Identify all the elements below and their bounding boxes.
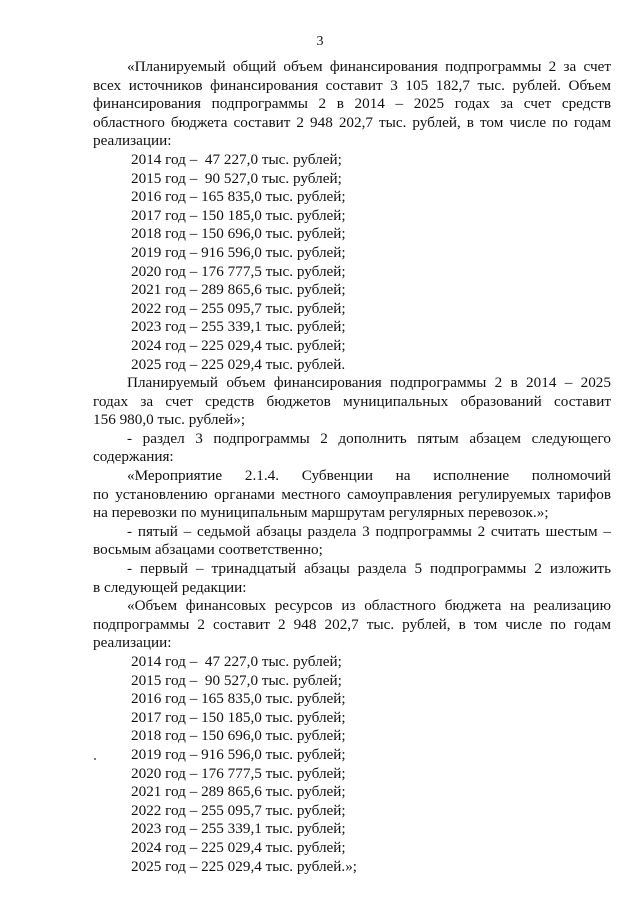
paragraph-renumbering [93,523,611,560]
list-item: 2023 год – 255 339,1 тыс. рублей; [131,318,346,336]
text-line: содержания: [93,448,174,466]
text-line: - первый – тринадцатый абзацы раздела 5 подпрограммы 2 изложить [127,560,611,578]
list-item: 2015 год – 90 527,0 тыс. рублей; [131,169,342,187]
text-line: на перевозки по муниципальным маршрутам регулярных перевозок.»; [93,504,549,522]
list-item: 2017 год – 150 185,0 тыс. рублей; [131,206,346,224]
list-item: 2021 год – 289 865,6 тыс. рублей; [131,281,346,299]
list-item: 2023 год – 255 339,1 тыс. рублей; [131,820,346,838]
text-line: в следующей редакции: [93,578,247,596]
list-item: 2022 год – 255 095,7 тыс. рублей; [131,801,346,819]
yearly-amounts-list-1 [93,151,611,374]
text-line: «Мероприятие 2.1.4. Субвенции на исполнение полномочий [127,467,611,485]
text-line: по установлению органами местного самоуправления регулируемых тарифов [93,485,611,503]
text-line: всех источников финансирования составит 3 105 182,7 тыс. рублей. Объем [93,76,611,94]
document-body [93,58,611,876]
yearly-amounts-list-2 [93,653,611,876]
text-line: 156 980,0 тыс. рублей»; [93,411,246,429]
list-item: 2014 год – 47 227,0 тыс. рублей; [131,150,342,168]
text-line: годах за счет средств бюджетов муниципальных образований составит [93,392,611,410]
paragraph-regional-budget-volume [93,597,611,653]
list-item: 2014 год – 47 227,0 тыс. рублей; [131,653,342,670]
list-item: 2018 год – 150 696,0 тыс. рублей; [131,727,346,745]
list-item: 2022 год – 255 095,7 тыс. рублей; [131,299,346,317]
paragraph-measure-2-1-4 [93,467,611,523]
paragraph-section3-addition [93,430,611,467]
page-number: 3 [316,34,324,49]
list-item: 2025 год – 225 029,4 тыс. рублей. [131,355,346,373]
text-line: «Объем финансовых ресурсов из областного бюджета на реализацию [127,597,611,615]
list-item: 2016 год – 165 835,0 тыс. рублей; [131,188,346,206]
list-item: 2020 год – 176 777,5 тыс. рублей; [131,764,346,782]
list-item: 2020 год – 176 777,5 тыс. рублей; [131,262,346,280]
list-item: 2021 год – 289 865,6 тыс. рублей; [131,783,346,801]
list-item: 2019 год – 916 596,0 тыс. рублей; [131,745,346,763]
list-item: 2016 год – 165 835,0 тыс. рублей; [131,690,346,708]
list-item: 2017 год – 150 185,0 тыс. рублей; [131,708,346,726]
list-item: 2015 год – 90 527,0 тыс. рублей; [131,671,342,689]
text-line: восьмым абзацами соответственно; [93,541,323,559]
text-line: Планируемый объем финансирования подпрограммы 2 в 2014 – 2025 [127,374,611,392]
list-item: 2019 год – 916 596,0 тыс. рублей; [131,243,346,261]
paragraph-municipal-financing [93,374,611,430]
text-line: реализации: [93,634,172,652]
text-line: финансирования подпрограммы 2 в 2014 – 2025 годах за счет средств [93,95,611,113]
list-item: 2024 год – 225 029,4 тыс. рублей; [131,336,346,354]
list-item: 2024 год – 225 029,4 тыс. рублей; [131,838,346,856]
scan-speck [94,758,96,760]
text-line: подпрограммы 2 составит 2 948 202,7 тыс. рублей, в том числе по годам [93,615,611,633]
text-line: реализации: [93,132,172,150]
list-item: 2025 год – 225 029,4 тыс. рублей.»; [131,857,358,875]
text-line: областного бюджета составит 2 948 202,7 тыс. рублей, в том числе по годам [93,113,611,131]
text-line: - пятый – седьмой абзацы раздела 3 подпрограммы 2 считать шестым – [127,522,611,540]
text-line: - раздел 3 подпрограммы 2 дополнить пятым абзацем следующего [127,429,611,447]
text-line: «Планируемый общий объем финансирования подпрограммы 2 за счет [127,58,611,75]
list-item: 2018 год – 150 696,0 тыс. рублей; [131,225,346,243]
paragraph-total-financing [93,58,611,151]
paragraph-section5-new-edition [93,560,611,597]
